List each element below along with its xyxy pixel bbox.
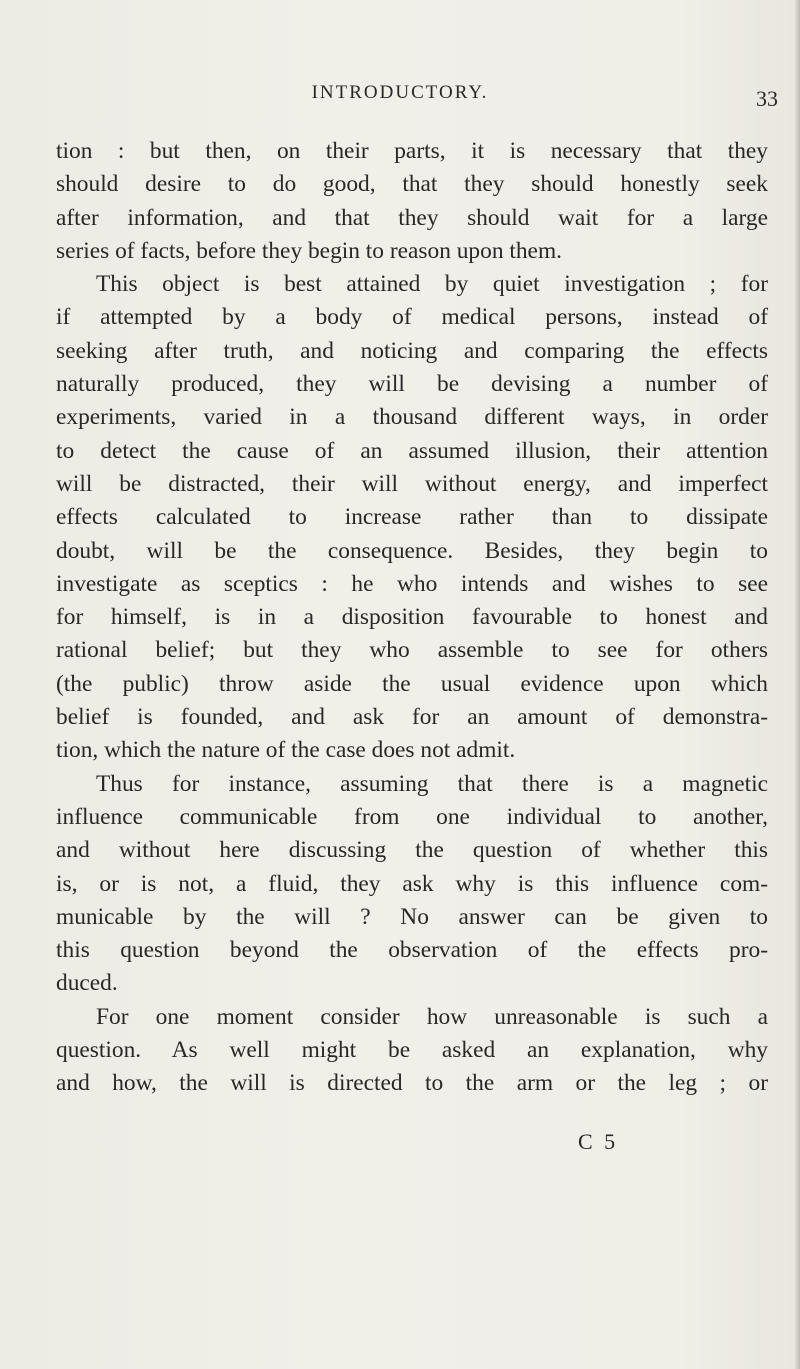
signature-mark: C 5 [578, 1129, 619, 1154]
body-text [56, 135, 768, 1101]
text-line: municable by the will ? No answer can be given to [56, 903, 768, 930]
text-line: for himself, is in a disposition favourable to honest and [56, 604, 768, 631]
page-number: 33 [756, 86, 778, 111]
text-line: For one moment consider how unreasonable is such a [96, 1003, 768, 1030]
text-line: seeking after truth, and noticing and comparing the effects [56, 337, 768, 364]
text-line: naturally produced, they will be devising a number of [56, 371, 768, 398]
text-line: tion : but then, on their parts, it is necessary that they [56, 138, 768, 164]
text-line: after information, and that they should wait for a large [56, 204, 768, 231]
text-line: influence communicable from one individual to another, [56, 803, 768, 830]
text-line: duced. [56, 970, 118, 997]
text-line: if attempted by a body of medical persons, instead of [56, 304, 768, 331]
running-head: INTRODUCTORY. [311, 82, 489, 103]
text-line: belief is founded, and ask for an amount of demonstra- [56, 704, 768, 731]
text-line: Thus for instance, assuming that there is a magnetic [96, 770, 768, 797]
text-line: doubt, will be the consequence. Besides, they begin to [56, 537, 768, 564]
text-line: effects calculated to increase rather than to dissipate [56, 504, 768, 531]
text-line: series of facts, before they begin to reason upon them. [56, 237, 562, 264]
text-line: question. As well might be asked an explanation, why [56, 1037, 768, 1064]
text-line: should desire to do good, that they should honestly seek [56, 171, 768, 198]
text-line: experiments, varied in a thousand different ways, in order [56, 404, 768, 431]
text-line: (the public) throw aside the usual evidence upon which [56, 670, 768, 697]
text-line: and how, the will is directed to the arm or the leg ; or [56, 1070, 768, 1097]
text-line: rational belief; but they who assemble to see for others [56, 637, 768, 664]
text-line: to detect the cause of an assumed illusion, their attention [56, 437, 768, 464]
page-header [0, 82, 800, 112]
text-line: investigate as sceptics : he who intends and wishes to see [56, 570, 768, 597]
text-line: this question beyond the observation of the effects pro- [56, 937, 768, 964]
text-line: and without here discussing the question of whether this [56, 837, 768, 864]
text-line: is, or is not, a fluid, they ask why is this influence com- [56, 870, 768, 897]
text-line: will be distracted, their will without energy, and imperfect [56, 470, 768, 497]
text-line: tion, which the nature of the case does not admit. [56, 737, 516, 764]
page-edge-shadow [794, 0, 800, 1369]
text-line: This object is best attained by quiet investigation ; for [96, 271, 768, 298]
